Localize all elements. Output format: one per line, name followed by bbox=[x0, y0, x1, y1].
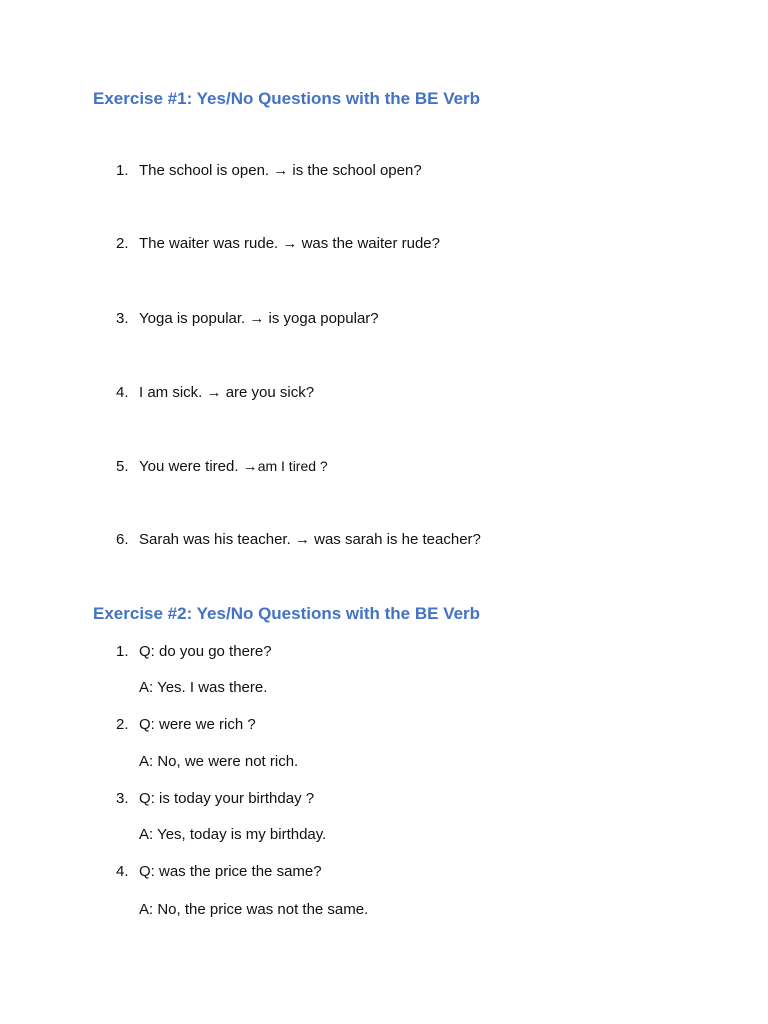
item-answer: am I tired ? bbox=[257, 458, 328, 474]
item-number: 5. bbox=[116, 458, 129, 475]
exercise-1-item bbox=[116, 455, 328, 477]
item-number: 6. bbox=[116, 531, 129, 548]
exercise-1-item bbox=[116, 308, 379, 330]
exercise-1-item bbox=[116, 529, 481, 551]
item-statement: Yoga is popular. bbox=[139, 310, 246, 327]
exercise-1-item bbox=[116, 233, 440, 255]
exercise-1-item bbox=[116, 382, 314, 404]
exercise-1-item bbox=[116, 160, 422, 182]
item-number: 3. bbox=[116, 310, 129, 327]
item-number: 4. bbox=[116, 384, 129, 401]
question-text: Q: do you go there? bbox=[139, 643, 272, 660]
arrow-icon: → bbox=[290, 531, 315, 548]
item-answer: was sarah is he teacher? bbox=[314, 531, 481, 548]
item-number: 3. bbox=[116, 790, 129, 807]
arrow-icon: → bbox=[245, 310, 269, 327]
question-text: Q: was the price the same? bbox=[139, 863, 322, 880]
item-statement: The school is open. bbox=[139, 162, 270, 179]
item-statement: I am sick. bbox=[139, 384, 203, 401]
item-statement: The waiter was rude. bbox=[139, 235, 279, 252]
exercise-2-title: Exercise #2: Yes/No Questions with the BE Verb bbox=[93, 604, 481, 623]
exercise-2-answer: A: No, the price was not the same. bbox=[139, 901, 369, 918]
exercise-2-answer: A: Yes. I was there. bbox=[139, 679, 268, 696]
exercise-1-title: Exercise #1: Yes/No Questions with the BE Verb bbox=[93, 89, 481, 108]
item-number: 1. bbox=[116, 643, 129, 660]
item-statement: You were tired. bbox=[139, 458, 239, 475]
exercise-2-question bbox=[116, 861, 322, 883]
item-statement: Sarah was his teacher. bbox=[139, 531, 291, 548]
item-answer: was the waiter rude? bbox=[301, 235, 440, 252]
exercise-2-answer: A: Yes, today is my birthday. bbox=[139, 826, 327, 843]
item-number: 4. bbox=[116, 863, 129, 880]
question-text: Q: is today your birthday ? bbox=[139, 790, 315, 807]
item-answer: are you sick? bbox=[225, 384, 315, 401]
item-answer: is yoga popular? bbox=[268, 310, 379, 327]
arrow-icon: → bbox=[269, 162, 293, 179]
item-number: 2. bbox=[116, 716, 129, 733]
arrow-icon: → bbox=[278, 235, 302, 252]
exercise-2-question bbox=[116, 714, 256, 736]
item-number: 2. bbox=[116, 235, 129, 252]
arrow-icon: → bbox=[238, 458, 258, 475]
item-answer: is the school open? bbox=[292, 162, 422, 179]
exercise-2-question bbox=[116, 788, 314, 810]
question-text: Q: were we rich ? bbox=[139, 716, 256, 733]
exercise-2-question bbox=[116, 641, 272, 663]
item-number: 1. bbox=[116, 162, 129, 179]
exercise-2-answer: A: No, we were not rich. bbox=[139, 753, 299, 770]
arrow-icon: → bbox=[202, 384, 226, 401]
